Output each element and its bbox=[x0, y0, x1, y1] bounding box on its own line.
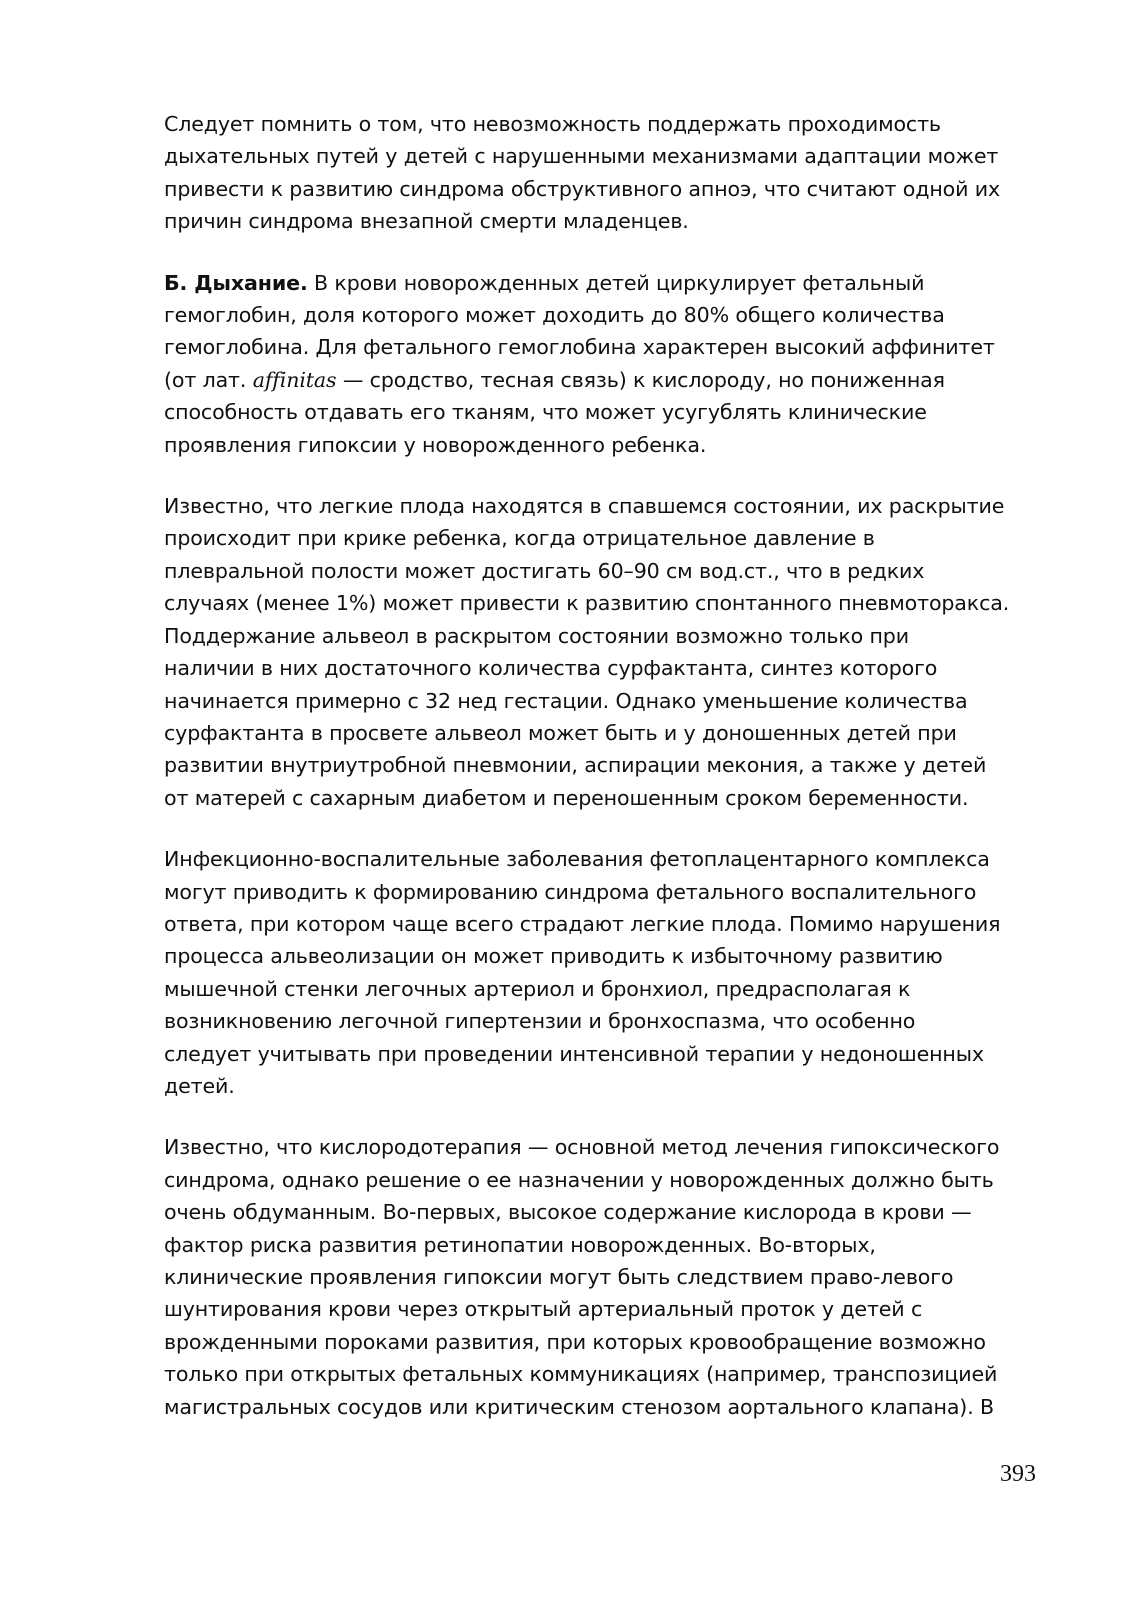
paragraph-oxygen-therapy bbox=[164, 1131, 1064, 1423]
text-line: происходит при крике ребенка, когда отрицательное давление в bbox=[164, 526, 875, 551]
text-line: привести к развитию синдрома обструктивного апноэ, что считают одной их bbox=[164, 176, 1001, 201]
text-line: наличии в них достаточного количества сурфактанта, синтез которого bbox=[164, 656, 938, 681]
text-line: случаях (менее 1%) может привести к развитию спонтанного пневмоторакса. bbox=[164, 591, 1010, 616]
text-line: начинается примерно с 32 нед гестации. Однако уменьшение количества bbox=[164, 688, 968, 713]
text-line: гемоглобин, доля которого может доходить до 80% общего количества bbox=[164, 303, 945, 328]
text-line: гемоглобина. Для фетального гемоглобина характерен высокий аффинитет bbox=[164, 335, 995, 360]
text-line: очень обдуманным. Во-первых, высокое содержание кислорода в крови — bbox=[164, 1200, 972, 1225]
text-line: от матерей с сахарным диабетом и переношенным сроком беременности. bbox=[164, 785, 969, 810]
text-line: фактор риска развития ретинопатии новорожденных. Во-вторых, bbox=[164, 1232, 876, 1257]
text-line: следует учитывать при проведении интенсивной терапии у недоношенных bbox=[164, 1041, 984, 1066]
text-line: дыхательных путей у детей с нарушенными механизмами адаптации может bbox=[164, 144, 999, 169]
section-heading: Б. Дыхание. bbox=[164, 270, 308, 295]
text-line: врожденными пороками развития, при которых кровообращение возможно bbox=[164, 1329, 986, 1354]
text-line: клинические проявления гипоксии могут быть следствием право-левого bbox=[164, 1265, 954, 1289]
text-line: только при открытых фетальных коммуникациях (например, транспозицией bbox=[164, 1362, 998, 1387]
text-line: развитии внутриутробной пневмонии, аспирации мекония, а также у детей bbox=[164, 753, 987, 778]
document-page bbox=[164, 108, 1064, 1452]
paragraph-lungs bbox=[164, 490, 1064, 814]
text-line: способность отдавать его тканям, что может усугублять клинические bbox=[164, 400, 927, 425]
text-line: Известно, что кислородотерапия — основной метод лечения гипоксического bbox=[164, 1135, 1000, 1160]
text-line: Инфекционно-воспалительные заболевания фетоплацентарного комплекса bbox=[164, 847, 990, 872]
text-line: синдрома, однако решение о ее назначении у новорожденных должно быть bbox=[164, 1167, 994, 1192]
text-line: плевральной полости может достигать 60–90 см вод.ст., что в редких bbox=[164, 558, 925, 583]
text-line: процесса альвеолизации он может приводить к избыточному развитию bbox=[164, 944, 943, 969]
paragraph-apnea bbox=[164, 108, 1064, 238]
text-line: могут приводить к формированию синдрома фетального воспалительного bbox=[164, 879, 977, 904]
text-line: Поддержание альвеол в раскрытом состоянии возможно только при bbox=[164, 623, 909, 648]
text-line: проявления гипоксии у новорожденного ребенка. bbox=[164, 432, 707, 457]
paragraph-breathing bbox=[164, 267, 1064, 461]
text-line: Известно, что легкие плода находятся в спавшемся состоянии, их раскрытие bbox=[164, 494, 1005, 519]
latin-term: affinitas bbox=[252, 367, 337, 392]
text-line: ответа, при котором чаще всего страдают легкие плода. Помимо нарушения bbox=[164, 911, 1001, 936]
text-fragment: (от лат. bbox=[164, 367, 253, 392]
paragraph-infection bbox=[164, 843, 1064, 1102]
text-line: Следует помнить о том, что невозможность поддержать проходимость bbox=[164, 112, 941, 136]
text-line: сурфактанта в просвете альвеол может быть и у доношенных детей при bbox=[164, 720, 957, 745]
text-line: детей. bbox=[164, 1073, 235, 1098]
text-line bbox=[164, 364, 1064, 396]
page-number: 393 bbox=[1000, 1461, 1036, 1487]
text-line: шунтирования крови через открытый артериальный проток у детей с bbox=[164, 1297, 923, 1322]
text-line bbox=[164, 267, 1064, 299]
text-line: мышечной стенки легочных артериол и бронхиол, предрасполагая к bbox=[164, 976, 911, 1001]
text-line: возникновению легочной гипертензии и бронхоспазма, что особенно bbox=[164, 1009, 916, 1034]
text-fragment: — сродство, тесная связь) к кислороду, но пониженная bbox=[336, 367, 945, 392]
text-fragment: В крови новорожденных детей циркулирует фетальный bbox=[307, 270, 925, 295]
text-line: причин синдрома внезапной смерти младенцев. bbox=[164, 209, 689, 234]
text-line: магистральных сосудов или критическим стенозом аортального клапана). В bbox=[164, 1394, 994, 1419]
